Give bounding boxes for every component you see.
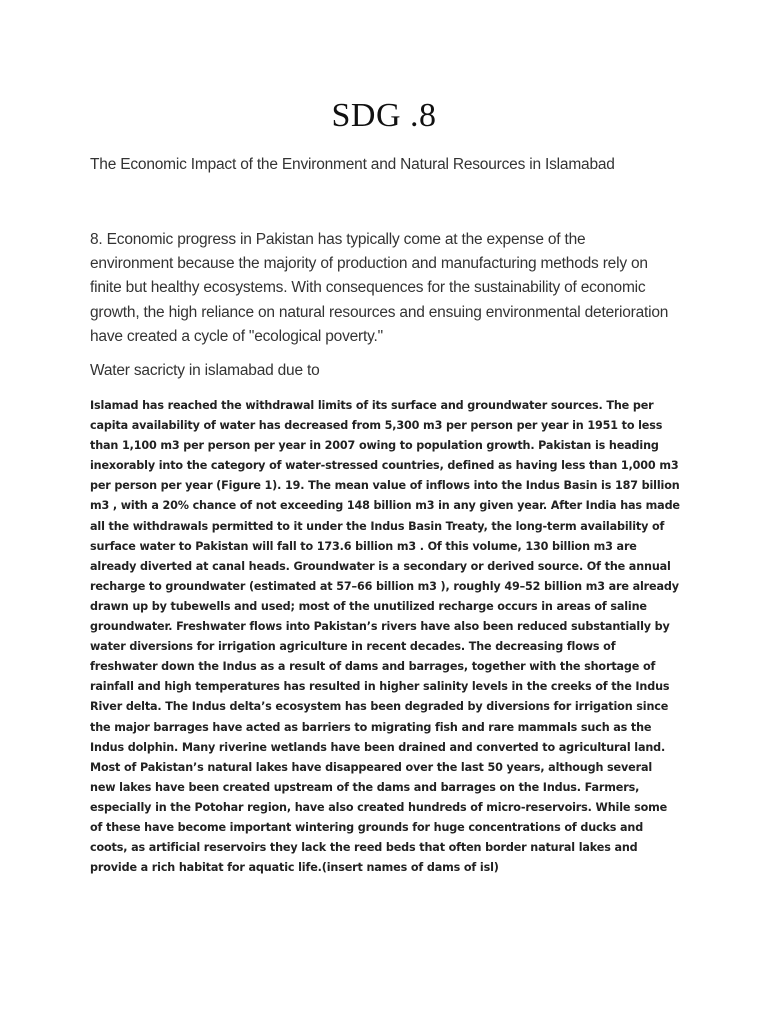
section-heading: Water sacricty in islamabad due to: [90, 362, 320, 379]
intro-paragraph: 8. Economic progress in Pakistan has typically come at the expense of the environment because the majority of production and manufacturing methods rely on finite but healthy ecosystems. With consequences for the sustainability of economic growth, the high reliance on natural resources and ensuing environmental deterioration have created a cycle of "ecological poverty.": [90, 231, 669, 345]
document-subtitle: The Economic Impact of the Environment and Natural Resources in Islamabad: [90, 156, 615, 173]
body-paragraph: Islamad has reached the withdrawal limits of its surface and groundwater sources. The per capita availability of water has decreased from 5,300 m3 per person per year in 1951 to less than 1,100 m3 per person per year in 2007 owing to population growth. Pakistan is heading inexorably into the category of water-stressed countries, defined as having less than 1,000 m3 per person per year (Figure 1). 19. The mean value of inflows into the Indus Basin is 187 billion m3 , with a 20% chance of not exceeding 148 billion m3 in any given year. After India has made all the withdrawals permitted to it under the Indus Basin Treaty, the long-term availability of surface water to Pakistan will fall to 173.6 billion m3 . Of this volume, 130 billion m3 are already diverted at canal heads. Groundwater is a secondary or derived source. Of the annual recharge to groundwater (estimated at 57–66 billion m3 ), roughly 49–52 billion m3 are already drawn up by tubewells and used; most of the unutilized recharge occurs in areas of saline groundwater. Freshwater flows into Pakistan’s rivers have also been reduced substantially by water diversions for irrigation agriculture in recent decades. The decreasing flows of freshwater down the Indus as a result of dams and barrages, together with the shortage of rainfall and high temperatures has resulted in higher salinity levels in the creeks of the Indus River delta. The Indus delta’s ecosystem has been degraded by diversions for irrigation since the major barrages have acted as barriers to migrating fish and rare mammals such as the Indus dolphin. Many riverine wetlands have been drained and converted to agricultural land. Most of Pakistan’s natural lakes have disappeared over the last 50 years, although several new lakes have been created upstream of the dams and barrages on the Indus. Farmers, especially in the Potohar region, have also created hundreds of micro-reservoirs. While some of these have become important wintering grounds for huge concentrations of ducks and coots, as artificial reservoirs they lack the reed beds that often border natural lakes and provide a rich habitat for aquatic life.(insert names of dams of isl): [90, 399, 680, 875]
document-title: SDG .8: [331, 97, 437, 134]
